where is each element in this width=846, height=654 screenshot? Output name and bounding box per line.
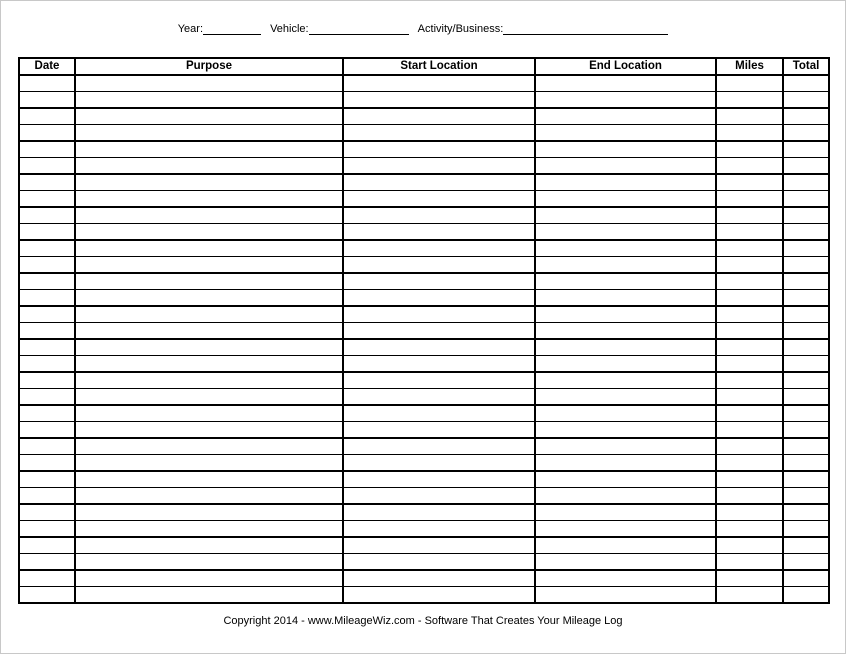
end-location-cell[interactable] <box>535 389 716 406</box>
total-cell[interactable] <box>783 306 829 323</box>
end-location-cell[interactable] <box>535 191 716 208</box>
start-location-cell[interactable] <box>343 554 535 571</box>
miles-cell[interactable] <box>716 471 783 488</box>
table-row <box>19 455 829 472</box>
total-cell[interactable] <box>783 537 829 554</box>
start-location-cell[interactable] <box>343 521 535 538</box>
total-cell[interactable] <box>783 471 829 488</box>
end-location-cell[interactable] <box>535 438 716 455</box>
table-row <box>19 521 829 538</box>
purpose-cell[interactable] <box>75 455 343 472</box>
end-location-cell[interactable] <box>535 471 716 488</box>
purpose-cell[interactable] <box>75 224 343 241</box>
date-cell[interactable] <box>19 257 75 274</box>
table-row <box>19 422 829 439</box>
date-cell[interactable] <box>19 471 75 488</box>
start-location-cell[interactable] <box>343 141 535 158</box>
start-location-cell[interactable] <box>343 125 535 142</box>
start-location-cell[interactable] <box>343 389 535 406</box>
start-location-cell[interactable] <box>343 207 535 224</box>
start-location-cell[interactable] <box>343 306 535 323</box>
table-row <box>19 570 829 587</box>
total-cell[interactable] <box>783 92 829 109</box>
total-cell[interactable] <box>783 224 829 241</box>
year-blank[interactable] <box>203 22 261 35</box>
table-row <box>19 471 829 488</box>
date-cell[interactable] <box>19 125 75 142</box>
date-cell[interactable] <box>19 92 75 109</box>
miles-cell[interactable] <box>716 224 783 241</box>
miles-cell[interactable] <box>716 570 783 587</box>
column-header-end-location: End Location <box>535 58 716 75</box>
miles-cell[interactable] <box>716 356 783 373</box>
miles-cell[interactable] <box>716 257 783 274</box>
end-location-cell[interactable] <box>535 587 716 604</box>
end-location-cell[interactable] <box>535 257 716 274</box>
purpose-cell[interactable] <box>75 207 343 224</box>
start-location-cell[interactable] <box>343 257 535 274</box>
miles-cell[interactable] <box>716 389 783 406</box>
date-cell[interactable] <box>19 339 75 356</box>
end-location-cell[interactable] <box>535 224 716 241</box>
start-location-cell[interactable] <box>343 504 535 521</box>
table-row <box>19 339 829 356</box>
total-cell[interactable] <box>783 521 829 538</box>
date-cell[interactable] <box>19 273 75 290</box>
date-cell[interactable] <box>19 504 75 521</box>
start-location-cell[interactable] <box>343 92 535 109</box>
miles-cell[interactable] <box>716 141 783 158</box>
purpose-cell[interactable] <box>75 75 343 92</box>
start-location-cell[interactable] <box>343 240 535 257</box>
date-cell[interactable] <box>19 323 75 340</box>
vehicle-blank[interactable] <box>309 22 409 35</box>
miles-cell[interactable] <box>716 191 783 208</box>
miles-cell[interactable] <box>716 323 783 340</box>
date-cell[interactable] <box>19 389 75 406</box>
end-location-cell[interactable] <box>535 240 716 257</box>
table-row <box>19 108 829 125</box>
activity-label: Activity/Business: <box>417 23 504 35</box>
end-location-cell[interactable] <box>535 488 716 505</box>
column-header-start-location: Start Location <box>343 58 535 75</box>
miles-cell[interactable] <box>716 240 783 257</box>
end-location-cell[interactable] <box>535 108 716 125</box>
date-cell[interactable] <box>19 554 75 571</box>
end-location-cell[interactable] <box>535 356 716 373</box>
purpose-cell[interactable] <box>75 471 343 488</box>
purpose-cell[interactable] <box>75 570 343 587</box>
purpose-cell[interactable] <box>75 504 343 521</box>
purpose-cell[interactable] <box>75 405 343 422</box>
total-cell[interactable] <box>783 108 829 125</box>
start-location-cell[interactable] <box>343 356 535 373</box>
end-location-cell[interactable] <box>535 174 716 191</box>
purpose-cell[interactable] <box>75 422 343 439</box>
purpose-cell[interactable] <box>75 438 343 455</box>
purpose-cell[interactable] <box>75 273 343 290</box>
table-row <box>19 405 829 422</box>
end-location-cell[interactable] <box>535 405 716 422</box>
purpose-cell[interactable] <box>75 306 343 323</box>
purpose-cell[interactable] <box>75 108 343 125</box>
purpose-cell[interactable] <box>75 257 343 274</box>
start-location-cell[interactable] <box>343 438 535 455</box>
table-row <box>19 257 829 274</box>
activity-blank[interactable] <box>503 22 668 35</box>
total-cell[interactable] <box>783 422 829 439</box>
date-cell[interactable] <box>19 405 75 422</box>
total-cell[interactable] <box>783 570 829 587</box>
purpose-cell[interactable] <box>75 141 343 158</box>
purpose-cell[interactable] <box>75 356 343 373</box>
start-location-cell[interactable] <box>343 471 535 488</box>
purpose-cell[interactable] <box>75 92 343 109</box>
date-cell[interactable] <box>19 174 75 191</box>
purpose-cell[interactable] <box>75 554 343 571</box>
miles-cell[interactable] <box>716 306 783 323</box>
miles-cell[interactable] <box>716 372 783 389</box>
total-cell[interactable] <box>783 504 829 521</box>
miles-cell[interactable] <box>716 207 783 224</box>
start-location-cell[interactable] <box>343 455 535 472</box>
table-row <box>19 224 829 241</box>
end-location-cell[interactable] <box>535 339 716 356</box>
table-row <box>19 389 829 406</box>
purpose-cell[interactable] <box>75 191 343 208</box>
start-location-cell[interactable] <box>343 570 535 587</box>
purpose-cell[interactable] <box>75 389 343 406</box>
total-cell[interactable] <box>783 257 829 274</box>
total-cell[interactable] <box>783 158 829 175</box>
miles-cell[interactable] <box>716 521 783 538</box>
total-cell[interactable] <box>783 191 829 208</box>
total-cell[interactable] <box>783 372 829 389</box>
miles-cell[interactable] <box>716 405 783 422</box>
purpose-cell[interactable] <box>75 587 343 604</box>
year-label: Year: <box>177 23 204 35</box>
start-location-cell[interactable] <box>343 537 535 554</box>
table-row <box>19 323 829 340</box>
date-cell[interactable] <box>19 438 75 455</box>
end-location-cell[interactable] <box>535 521 716 538</box>
start-location-cell[interactable] <box>343 339 535 356</box>
end-location-cell[interactable] <box>535 455 716 472</box>
date-cell[interactable] <box>19 240 75 257</box>
purpose-cell[interactable] <box>75 537 343 554</box>
table-row <box>19 587 829 604</box>
end-location-cell[interactable] <box>535 141 716 158</box>
total-cell[interactable] <box>783 488 829 505</box>
start-location-cell[interactable] <box>343 405 535 422</box>
table-row <box>19 75 829 92</box>
end-location-cell[interactable] <box>535 125 716 142</box>
total-cell[interactable] <box>783 290 829 307</box>
total-cell[interactable] <box>783 356 829 373</box>
date-cell[interactable] <box>19 158 75 175</box>
copyright-footer: Copyright 2014 - www.MileageWiz.com - Software That Creates Your Mileage Log <box>223 615 623 627</box>
miles-cell[interactable] <box>716 75 783 92</box>
miles-cell[interactable] <box>716 125 783 142</box>
end-location-cell[interactable] <box>535 158 716 175</box>
miles-cell[interactable] <box>716 504 783 521</box>
miles-cell[interactable] <box>716 455 783 472</box>
year-field <box>178 22 261 35</box>
purpose-cell[interactable] <box>75 125 343 142</box>
end-location-cell[interactable] <box>535 554 716 571</box>
date-cell[interactable] <box>19 422 75 439</box>
total-cell[interactable] <box>783 240 829 257</box>
date-cell[interactable] <box>19 587 75 604</box>
table-row <box>19 356 829 373</box>
total-cell[interactable] <box>783 438 829 455</box>
total-cell[interactable] <box>783 125 829 142</box>
column-header-date: Date <box>19 58 75 75</box>
table-row <box>19 488 829 505</box>
end-location-cell[interactable] <box>535 323 716 340</box>
mileage-log-table <box>18 57 830 604</box>
start-location-cell[interactable] <box>343 174 535 191</box>
end-location-cell[interactable] <box>535 207 716 224</box>
purpose-cell[interactable] <box>75 323 343 340</box>
total-cell[interactable] <box>783 587 829 604</box>
miles-cell[interactable] <box>716 174 783 191</box>
total-cell[interactable] <box>783 405 829 422</box>
miles-cell[interactable] <box>716 554 783 571</box>
miles-cell[interactable] <box>716 108 783 125</box>
purpose-cell[interactable] <box>75 240 343 257</box>
start-location-cell[interactable] <box>343 488 535 505</box>
start-location-cell[interactable] <box>343 75 535 92</box>
table-row <box>19 174 829 191</box>
start-location-cell[interactable] <box>343 224 535 241</box>
column-header-purpose: Purpose <box>75 58 343 75</box>
start-location-cell[interactable] <box>343 323 535 340</box>
purpose-cell[interactable] <box>75 290 343 307</box>
end-location-cell[interactable] <box>535 306 716 323</box>
end-location-cell[interactable] <box>535 504 716 521</box>
table-row <box>19 125 829 142</box>
miles-cell[interactable] <box>716 587 783 604</box>
date-cell[interactable] <box>19 521 75 538</box>
start-location-cell[interactable] <box>343 108 535 125</box>
purpose-cell[interactable] <box>75 339 343 356</box>
table-row <box>19 158 829 175</box>
table-header-row <box>19 58 829 75</box>
column-header-total: Total <box>783 58 829 75</box>
end-location-cell[interactable] <box>535 537 716 554</box>
miles-cell[interactable] <box>716 92 783 109</box>
date-cell[interactable] <box>19 207 75 224</box>
end-location-cell[interactable] <box>535 273 716 290</box>
start-location-cell[interactable] <box>343 422 535 439</box>
table-row <box>19 207 829 224</box>
table-row <box>19 372 829 389</box>
date-cell[interactable] <box>19 356 75 373</box>
total-cell[interactable] <box>783 273 829 290</box>
miles-cell[interactable] <box>716 537 783 554</box>
date-cell[interactable] <box>19 290 75 307</box>
end-location-cell[interactable] <box>535 422 716 439</box>
purpose-cell[interactable] <box>75 372 343 389</box>
total-cell[interactable] <box>783 207 829 224</box>
table-row <box>19 504 829 521</box>
purpose-cell[interactable] <box>75 488 343 505</box>
total-cell[interactable] <box>783 141 829 158</box>
end-location-cell[interactable] <box>535 372 716 389</box>
date-cell[interactable] <box>19 75 75 92</box>
date-cell[interactable] <box>19 108 75 125</box>
vehicle-field <box>270 22 409 35</box>
date-cell[interactable] <box>19 488 75 505</box>
table-row <box>19 537 829 554</box>
start-location-cell[interactable] <box>343 372 535 389</box>
total-cell[interactable] <box>783 174 829 191</box>
end-location-cell[interactable] <box>535 92 716 109</box>
total-cell[interactable] <box>783 389 829 406</box>
purpose-cell[interactable] <box>75 158 343 175</box>
end-location-cell[interactable] <box>535 570 716 587</box>
start-location-cell[interactable] <box>343 587 535 604</box>
column-header-miles: Miles <box>716 58 783 75</box>
purpose-cell[interactable] <box>75 174 343 191</box>
log-header <box>0 22 846 35</box>
miles-cell[interactable] <box>716 339 783 356</box>
date-cell[interactable] <box>19 570 75 587</box>
total-cell[interactable] <box>783 554 829 571</box>
table-row <box>19 92 829 109</box>
vehicle-label: Vehicle: <box>270 23 309 35</box>
table-row <box>19 141 829 158</box>
date-cell[interactable] <box>19 224 75 241</box>
miles-cell[interactable] <box>716 290 783 307</box>
miles-cell[interactable] <box>716 438 783 455</box>
table-row <box>19 240 829 257</box>
miles-cell[interactable] <box>716 488 783 505</box>
start-location-cell[interactable] <box>343 290 535 307</box>
date-cell[interactable] <box>19 306 75 323</box>
table-row <box>19 438 829 455</box>
activity-field <box>418 22 669 35</box>
table-body <box>19 75 829 603</box>
miles-cell[interactable] <box>716 273 783 290</box>
total-cell[interactable] <box>783 339 829 356</box>
total-cell[interactable] <box>783 455 829 472</box>
table-row <box>19 290 829 307</box>
end-location-cell[interactable] <box>535 75 716 92</box>
miles-cell[interactable] <box>716 422 783 439</box>
date-cell[interactable] <box>19 537 75 554</box>
date-cell[interactable] <box>19 455 75 472</box>
table-row <box>19 273 829 290</box>
date-cell[interactable] <box>19 191 75 208</box>
start-location-cell[interactable] <box>343 273 535 290</box>
table-row <box>19 554 829 571</box>
table-row <box>19 306 829 323</box>
table-row <box>19 191 829 208</box>
total-cell[interactable] <box>783 75 829 92</box>
date-cell[interactable] <box>19 141 75 158</box>
start-location-cell[interactable] <box>343 191 535 208</box>
miles-cell[interactable] <box>716 158 783 175</box>
date-cell[interactable] <box>19 372 75 389</box>
total-cell[interactable] <box>783 323 829 340</box>
end-location-cell[interactable] <box>535 290 716 307</box>
start-location-cell[interactable] <box>343 158 535 175</box>
purpose-cell[interactable] <box>75 521 343 538</box>
